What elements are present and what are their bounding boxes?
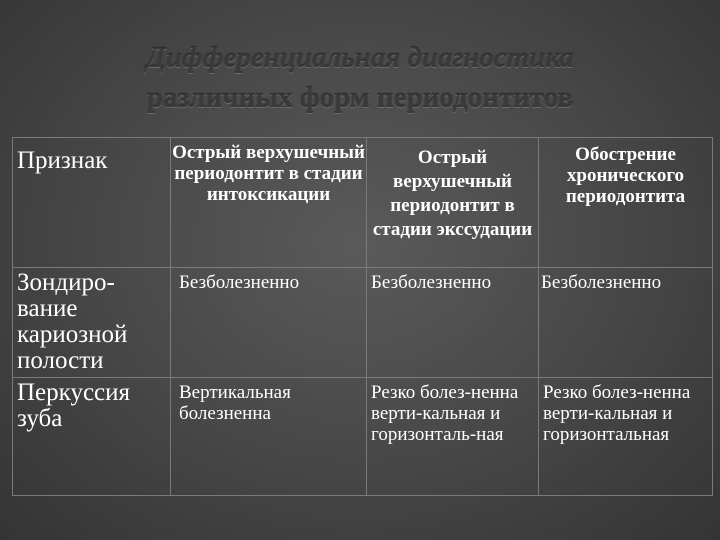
cell-percussion-chronic: Резко болез-ненна верти-кальная и горизонтальная xyxy=(539,378,713,496)
header-feature: Признак xyxy=(13,138,171,268)
table-row xyxy=(13,378,713,496)
header-acute-intoxication: Острый верхушечный периодонтит в стадии интоксикации xyxy=(171,138,367,268)
title-line-2: различных форм периодонтитов xyxy=(146,82,574,114)
title-line-1: Дифференциальная диагностика xyxy=(146,42,574,74)
slide-title xyxy=(0,38,720,118)
cell-probing-chronic: Безболезненно xyxy=(539,268,713,378)
header-acute-exudation: Острый верхушечный периодонтит в стадии экссудации xyxy=(367,138,539,268)
cell-percussion-exudation: Резко болез-ненна верти-кальная и горизонталь-ная xyxy=(367,378,539,496)
row-label-probing: Зондиро-вание кариозной полости xyxy=(13,268,171,378)
cell-probing-exudation: Безболезненно xyxy=(367,268,539,378)
table-header-row xyxy=(13,138,713,268)
cell-percussion-intoxication: Вертикальная болезненна xyxy=(171,378,367,496)
cell-probing-intoxication: Безболезненно xyxy=(171,268,367,378)
diagnosis-table xyxy=(12,137,713,496)
header-chronic-exacerbation: Обострение хронического периодонтита xyxy=(539,138,713,268)
table-row xyxy=(13,268,713,378)
row-label-percussion: Перкуссия зуба xyxy=(13,378,171,496)
